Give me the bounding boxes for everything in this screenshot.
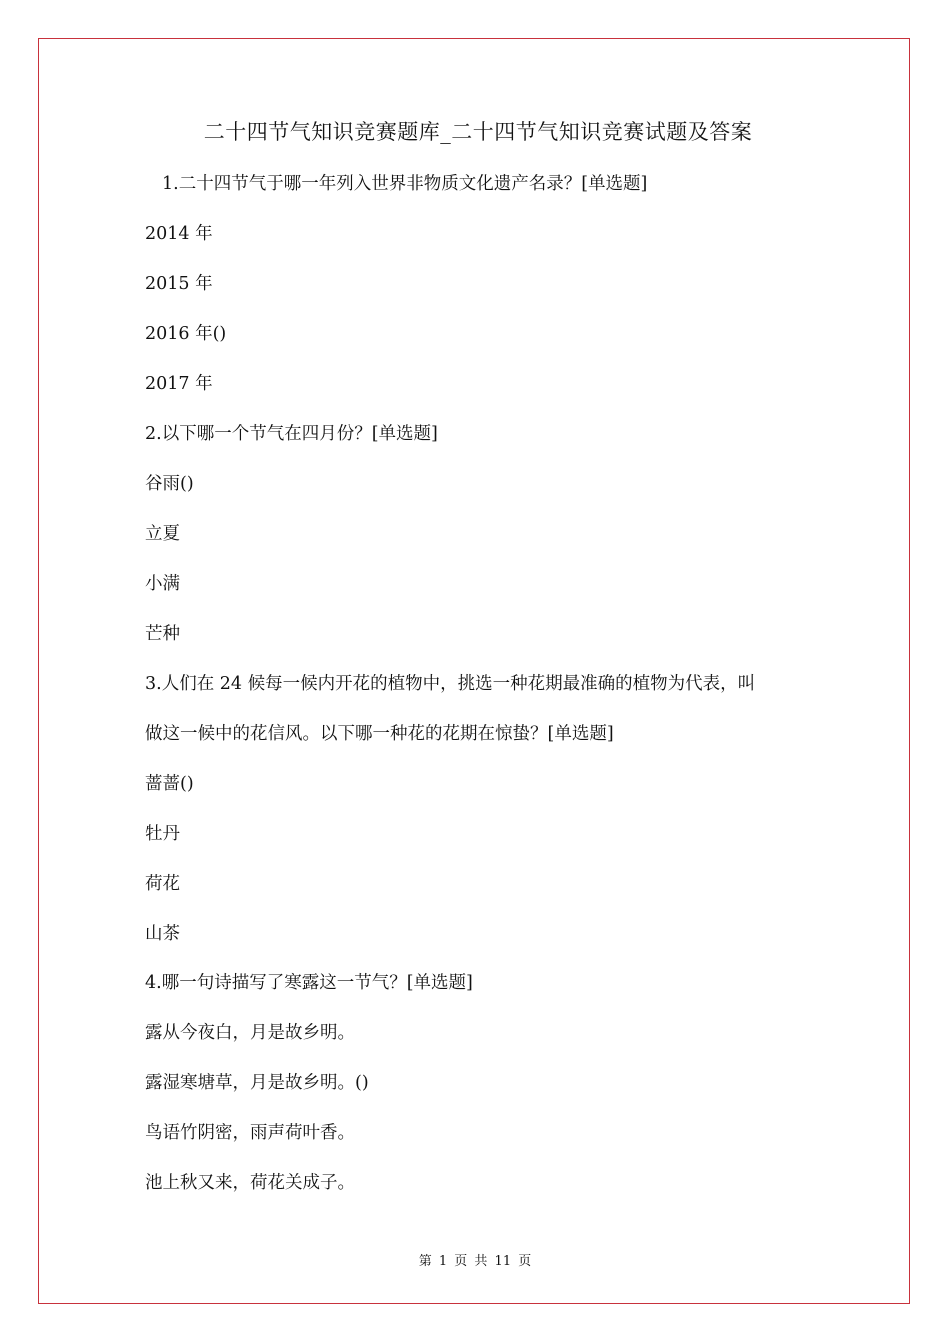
q1-option-b: 2015 年 — [145, 274, 213, 294]
q1-option-c: 2016 年() — [145, 324, 227, 344]
q2-option-a: 谷雨() — [145, 474, 194, 494]
question-3-line-1: 3.人们在 24 候每一候内开花的植物中，挑选一种花期最准确的植物为代表，叫 — [145, 674, 756, 694]
q2-option-d: 芒种 — [145, 624, 180, 644]
question-2: 2.以下哪一个节气在四月份？[单选题] — [145, 424, 438, 444]
q1-option-a: 2014 年 — [145, 224, 213, 244]
q3-option-a: 蔷蔷() — [145, 774, 194, 794]
question-3-line-2: 做这一候中的花信风。以下哪一种花的花期在惊蛰？[单选题] — [145, 724, 614, 744]
q4-option-a: 露从今夜白，月是故乡明。 — [145, 1023, 355, 1043]
q2-option-b: 立夏 — [145, 524, 180, 544]
q3-option-d: 山茶 — [145, 924, 180, 944]
q2-option-c: 小满 — [145, 574, 180, 594]
q4-option-c: 鸟语竹阴密，雨声荷叶香。 — [145, 1123, 355, 1143]
q1-option-d: 2017 年 — [145, 374, 213, 394]
q4-option-d: 池上秋又来，荷花关成子。 — [145, 1173, 355, 1193]
document-title: 二十四节气知识竞赛题库_二十四节气知识竞赛试题及答案 — [203, 120, 753, 144]
q3-option-c: 荷花 — [145, 874, 180, 894]
page-footer: 第 1 页 共 11 页 — [418, 1254, 532, 1269]
q4-option-b: 露湿寒塘草，月是故乡明。() — [145, 1073, 369, 1093]
question-4: 4.哪一句诗描写了寒露这一节气？[单选题] — [145, 973, 473, 993]
question-1: 1.二十四节气于哪一年列入世界非物质文化遗产名录？[单选题] — [162, 174, 648, 194]
q3-option-b: 牡丹 — [145, 824, 180, 844]
